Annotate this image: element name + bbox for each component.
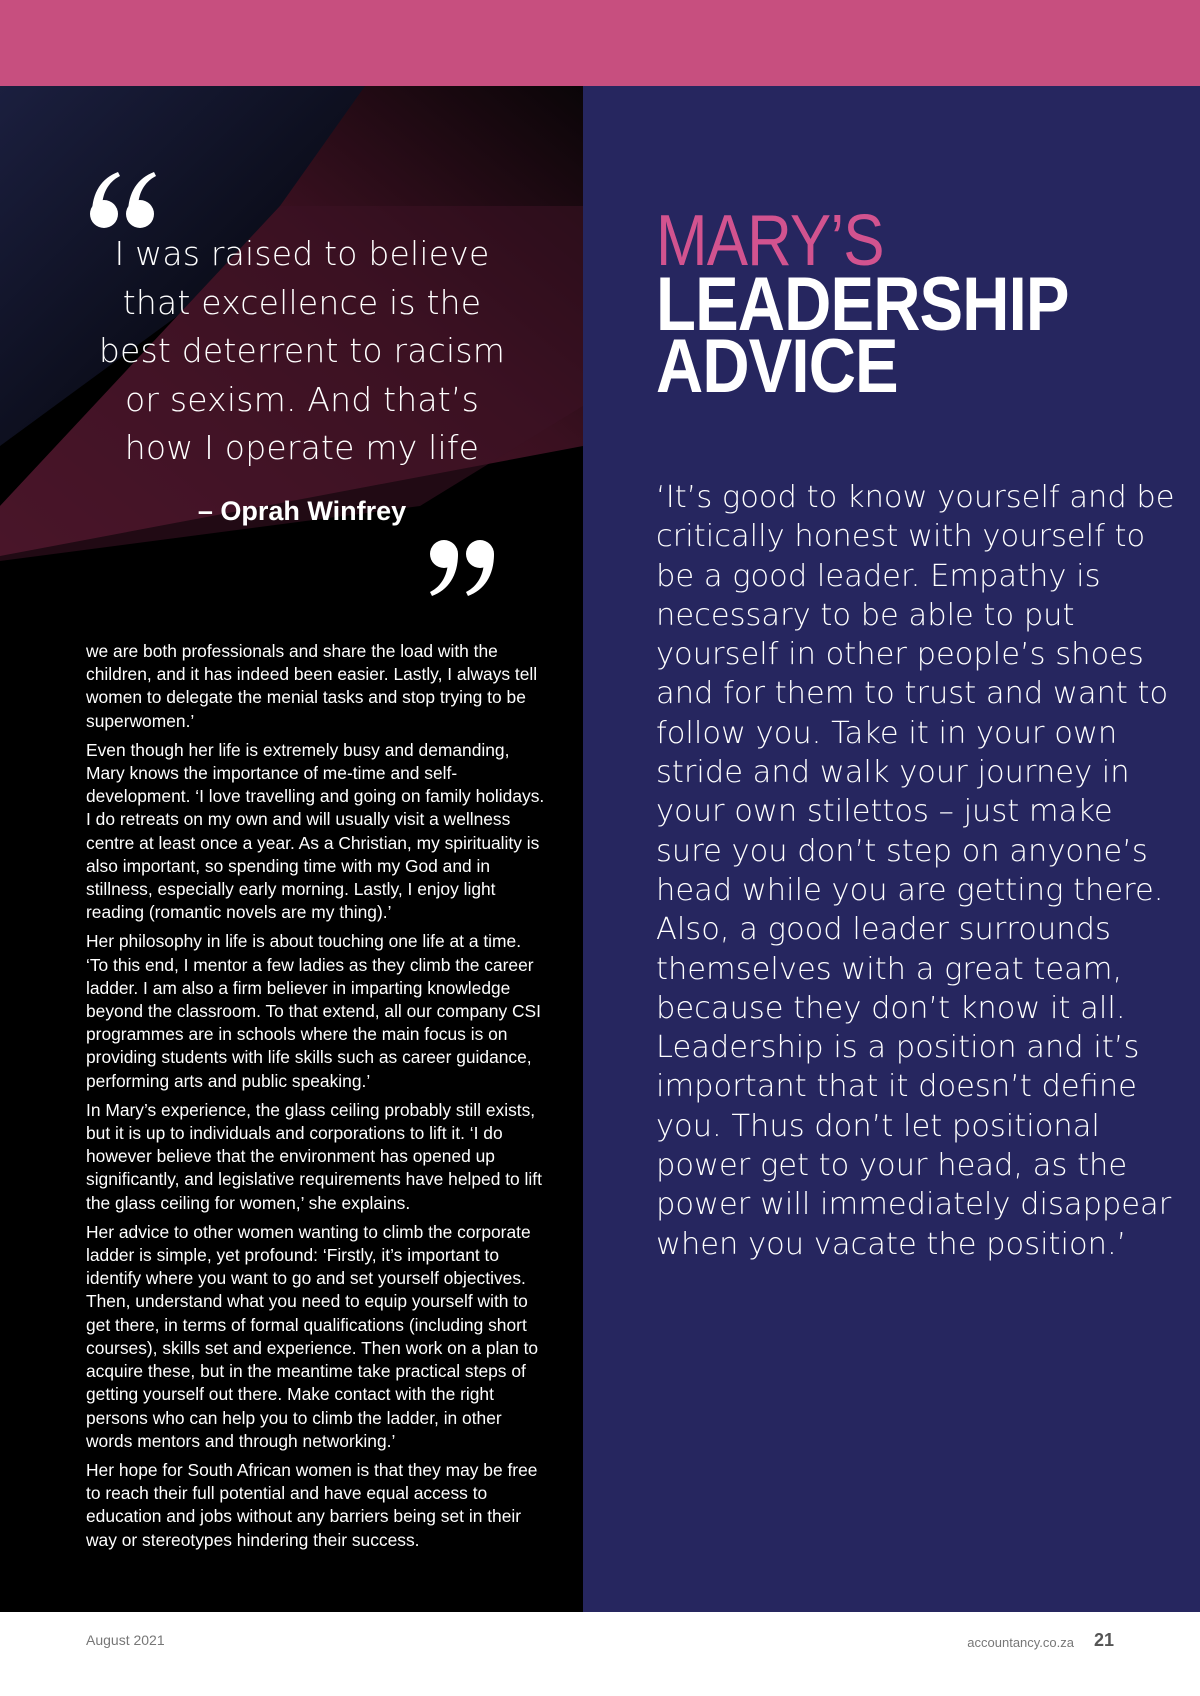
- heading-line-2: ADVICE: [656, 324, 898, 409]
- body-paragraph: we are both professionals and share the load with the children, and it has indeed been easier. Lastly, I always tell women to delegate the menial tasks and stop trying to be superwomen.’: [86, 641, 538, 731]
- article-body: [86, 640, 546, 1558]
- heading-name: MARY’S: [656, 201, 884, 281]
- body-paragraph: Even though her life is extremely busy and demanding, Mary knows the importance of me-time and self-development. ‘I love travelling and going on family holidays. I do retreats on my own and will usually visit a wellness centre at least once a year. As a Christian, my spirituality is also important, so spending time with my God and in stillness, especially early morning. Lastly, I enjoy light reading (romantic novels are my thing).’: [86, 739, 545, 923]
- body-paragraph: Her hope for South African women is that they may be free to reach their full potential and have equal access to education and jobs without any barriers being set in their way or stereotypes hindering their success.: [86, 1459, 538, 1550]
- pull-quote-attribution: – Oprah Winfrey: [197, 496, 407, 526]
- footer-website[interactable]: accountancy.co.za: [967, 1635, 1074, 1650]
- body-paragraph: Her philosophy in life is about touching one life at a time. ‘To this end, I mentor a few ladies as they climb the career ladder. I am also a firm believer in imparting knowledge beyond the classroom. To that extend, all our company CSI programmes are in schools where the main focus is on providing students with life skills such as career guidance, performing arts and public speaking.’: [86, 931, 541, 1091]
- leadership-advice-text: ‘It’s good to know yourself and be critically honest with yourself to be a good leader. Empathy is necessary to be able to put yourself in other people’s shoes and for them to trust and want to follow you. Take it in your own stride and walk your journey in your own stilettos – just make sure you don’t step on anyone’s head while you are getting there. Also, a good leader surrounds themselves with a great team, because they don’t know it all. Leadership is a position and it’s important that it doesn’t define you. Thus don’t let positional power get to your head, as the power will immediately disappear when you vacate the position.’: [656, 480, 1175, 1262]
- open-quote-icon: [88, 170, 160, 232]
- sidebar-heading: [656, 201, 1176, 409]
- page-number: 21: [1093, 1630, 1114, 1650]
- close-quote-icon: [424, 536, 496, 598]
- footer-date: August 2021: [86, 1632, 165, 1648]
- body-paragraph: Her advice to other women wanting to climb the corporate ladder is simple, yet profound: ‘Firstly, it’s important to identify where you want to go and set yourself objectives. Then, understand what you need to equip yourself with to get there, in terms of formal qualifications (including short courses), skills set and experience. Then work on a plan to acquire these, but in the meantime take practical steps of getting yourself out there. Make contact with the right persons who can help you to climb the ladder, in other words mentors and through networking.’: [86, 1221, 539, 1451]
- heading-line-1: LEADERSHIP: [656, 262, 1069, 347]
- pull-quote-text: I was raised to believe that excellence is the best deterrent to racism or sexism. And that’s how I operate my life: [98, 234, 506, 467]
- top-color-band: [0, 0, 1200, 86]
- body-paragraph: In Mary’s experience, the glass ceiling probably still exists, but it is up to individuals and corporations to lift it. ‘I do however believe that the environment has opened up significantly, and legislative requirements have helped to lift the glass ceiling for women,’ she explains.: [86, 1099, 542, 1213]
